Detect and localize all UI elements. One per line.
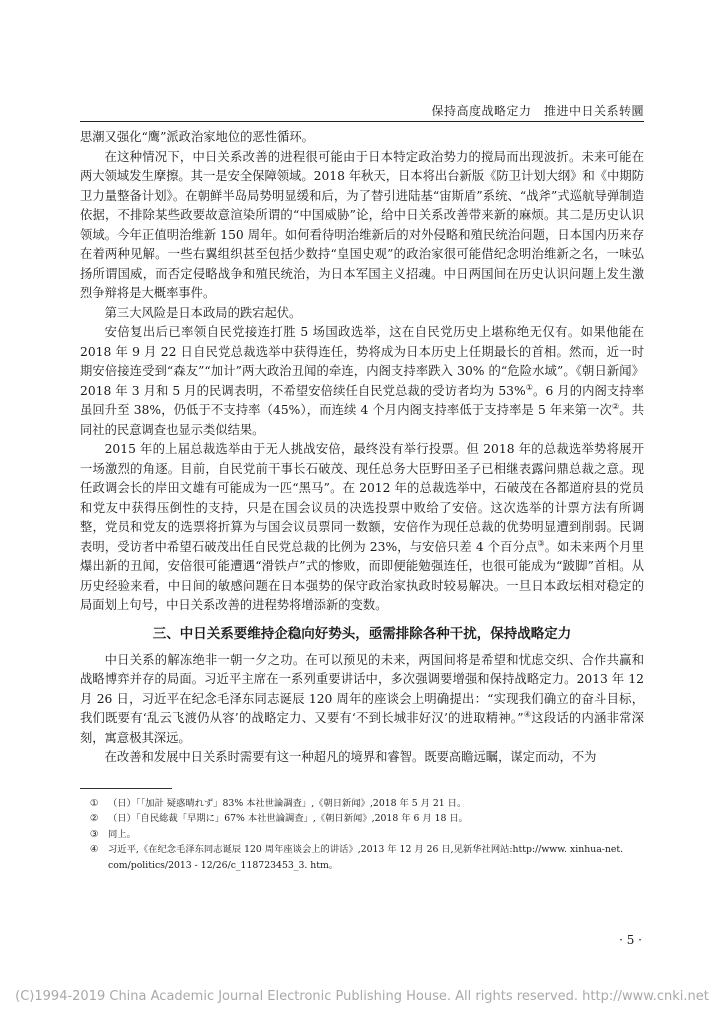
paragraph [80,651,644,749]
text-run: 2015 年的上届总裁选举由于无人挑战安倍，最终没有举行投票。但 2018 年的总裁选举势将展开一场激烈的角逐。目前，自民党前干事长石破茂、现任总务大臣野田圣子已相继表露问鼎总裁之意。现任政调会长的岸田文雄有可能成为一匹“黑马”。在 2012 年的总裁选举中，石破茂在各都道府县的党员和党友中获得压倒性的支持，只是在国会议员的决选投票中败给了安倍。这次选举的计票方法有所调整，党员和党友的选票将折算为与国会议员票同一数额，安倍作为现任总裁的优势明显遭到削弱。民调表明，受访者中希望石破茂出任自民党总裁的比例为 23%，与安倍只差 4 个百分点 [80,442,644,554]
text-run: 。6 月的内阁支持率虽回升至 38%，仍低于不支持率（45%），而连续 4 个月内阁支持率低于支持率是 5 年来第一次 [80,383,645,417]
footnote-text: 习近平,《在纪念毛泽东同志诞辰 120 周年座谈会上的讲话》,2013 年 12 月 26 日,见新华社网站:http://www. xinhua-net. com/politics/2013 - 12/26/c_118723453_3. htm。 [108,844,624,871]
footnote-text: 同上。 [108,828,136,840]
footnote-ref: ③ [537,538,545,548]
footnote [80,827,644,842]
footnote-text: （日）「自民総裁「早期に」67% 本社世論調査」,《朝日新闻》,2018 年 6 月 18 日。 [108,813,468,825]
article-body [80,128,644,768]
footnote-mark: ③ [89,828,99,840]
footnote-mark: ① [89,798,99,809]
footnote [80,811,644,826]
text-run: 安倍复出后已率领自民党接连打胜 5 场国政选举，这在自民党历史上堪称绝无仅有。如果他能在 2018 年 9 月 22 日自民党总裁选举中获得连任，势将成为日本历史上任期最长的首相。然而，近一时期安倍接连受到“森友”“加计”两大政治丑闻的牵连，内阁支持率跌入 30% 的“危险水域”。《朝日新闻》2018 年 3 月和 5 月的民调表明，不希望安倍续任自民党总裁的受访者均为 53% [80,325,644,398]
footnote-ref: ④ [523,709,532,719]
text-run: 。如未来两个月里爆出新的丑闻，安倍很可能遭遇“滑铁卢”式的惨败，而即便能勉强连任，也很可能成为“跛脚”首相。从历史经验来看，中日间的敏感问题在日本强势的保守政治家执政时较易解决。一旦日本政坛相对稳定的局面划上句号，中日关系改善的进程势将增添新的变数。 [80,539,645,612]
footnote-mark: ② [89,813,99,825]
text-run: 中日关系的解冻绝非一朝一夕之功。在可以预见的未来，两国间将是希望和忧虑交织、合作共赢和战略博弈并存的局面。习近平主席在一系列重要讲话中，多次强调要增强和保持战略定力。2013 年 12 月 26 日，习近平在纪念毛泽东同志诞辰 120 周年的座谈会上明确提出：“实现我们确立的奋斗目标，我们既要有‘乱云飞渡仍从容’的战略定力、又要有‘不到长城非好汉’的进取精神。” [80,652,644,725]
paragraph [80,323,644,440]
text-run: 这段话的内涵非常深刻，寓意极其深远。 [80,711,644,745]
paragraph [80,440,644,616]
paragraph: 在改善和发展中日关系时需要有这一种超凡的境界和睿智。既要高瞻远瞩，谋定而动，不为 [104,750,597,764]
paragraph: 在这种情况下，中日关系改善的进程很可能由于日本特定政治势力的搅局而出现波折。未来可能在两大领域发生摩擦。其一是安全保障领域。2018 年秋天，日本将出台新版《防卫计划大纲》和《中期防卫力量整备计划》。在朝鲜半岛局势明显缓和后，为了替引进陆基“宙斯盾”系统、“战斧”式巡航导弹制造依据，不排除某些政要故意渲染所谓的“中国威胁”论，给中日关系改善带来新的麻烦。其二是历史认识领域。今年正值明治维新 150 周年。如何看待明治维新后的对外侵略和殖民统治问题，日本国内历来存在着两种见解。一些右翼组织甚至包括少数持“皇国史观”的政治家很可能借纪念明治维新之名，一味弘扬所谓国威，而否定侵略战争和殖民统治，为日本军国主义招魂。中日两国间在历史认识问题上发生激烈争辩将是大概率事件。 [80,149,644,300]
footnotes [80,796,644,873]
footnote-text: （日）「「加計 疑惑晴れず」83% 本社世論調査」,《朝日新闻》,2018 年 5 月 21 日。 [108,798,467,809]
footnote-mark: ④ [89,844,99,856]
text-run: 。共同社的民意调查也显示类似结果。 [80,403,644,437]
footnote [80,796,644,811]
footnote-ref: ① [525,382,534,392]
copyright-watermark: (C)1994-2019 China Academic Journal Electronic Publishing House. All rights reserved. http://www.cnki.net [15,989,709,1004]
running-header: 保持高度战略定力 推进中日关系转圜 [431,104,644,118]
footnote-rule [80,788,172,789]
footnote [80,842,644,873]
header-rule [80,121,644,122]
paragraph: 第三大风险是日本政局的跌宕起伏。 [104,305,302,320]
section-heading: 三、中日关系要维持企稳向好势头，亟需排除各种干扰，保持战略定力 [152,625,572,642]
footnote-ref: ② [611,401,620,411]
page-number: · 5 · [619,933,642,947]
paragraph: 思潮又强化“鹰”派政治家地位的恶性循环。 [80,130,314,144]
